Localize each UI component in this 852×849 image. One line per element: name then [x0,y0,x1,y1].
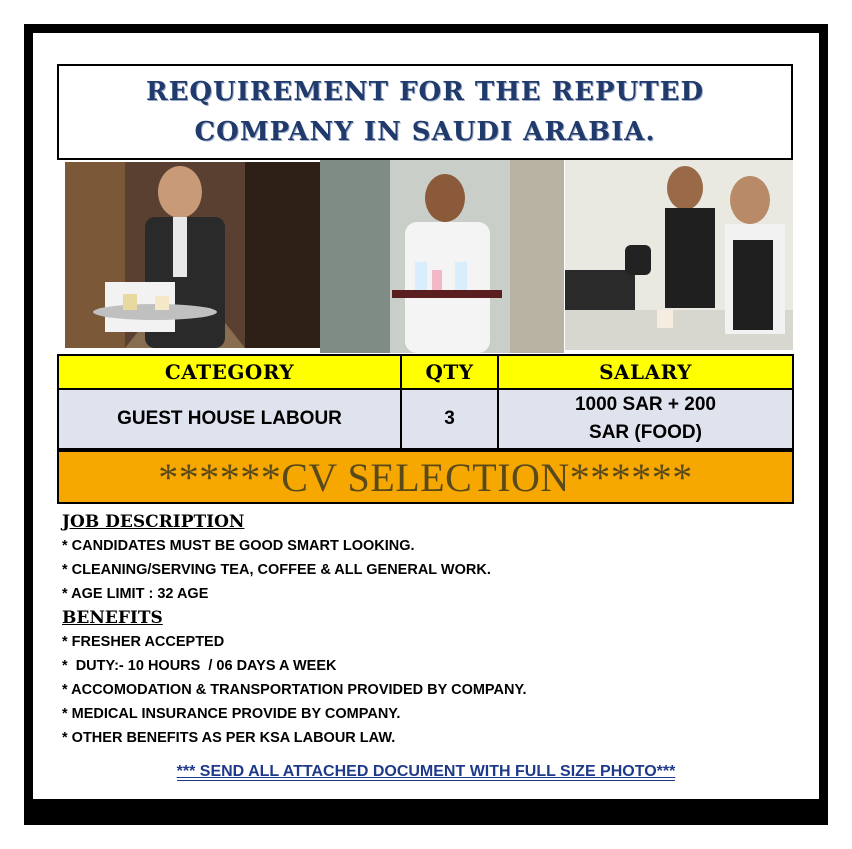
benefits-heading: BENEFITS [62,608,163,628]
salary-value: 1000 SAR + 200 SAR (FOOD) [498,389,793,449]
title-box [57,64,793,160]
waiter-serving-tray-photo [65,162,320,348]
qty-value: 3 [401,389,498,449]
list-item: * FRESHER ACCEPTED [62,634,225,650]
send-documents-note: *** SEND ALL ATTACHED DOCUMENT WITH FULL SIZE PHOTO*** [176,763,676,780]
table-header-row [58,355,793,389]
job-table [57,354,794,450]
qty-header: QTY [401,355,498,389]
category-header: CATEGORY [58,355,401,389]
list-item: * CLEANING/SERVING TEA, COFFEE & ALL GENERAL WORK. [62,562,491,578]
staff-pouring-coffee-photo [565,160,793,350]
list-item: * ACCOMODATION & TRANSPORTATION PROVIDED BY COMPANY. [62,682,527,698]
list-item: * DUTY:- 10 HOURS / 06 DAYS A WEEK [62,658,337,674]
list-item: * CANDIDATES MUST BE GOOD SMART LOOKING. [62,538,415,554]
waiter-with-water-bottles-photo [320,160,564,353]
footer-note [0,763,852,781]
category-value: GUEST HOUSE LABOUR [58,389,401,449]
job-description-heading: JOB DESCRIPTION [62,512,245,532]
table-row [58,389,793,449]
list-item: * AGE LIMIT : 32 AGE [62,586,209,602]
list-item: * OTHER BENEFITS AS PER KSA LABOUR LAW. [62,730,396,746]
description-section [62,510,802,750]
list-item: * MEDICAL INSURANCE PROVIDE BY COMPANY. [62,706,401,722]
photo-strip [57,160,793,353]
page-title: REQUIREMENT FOR THE REPUTED COMPANY IN SAUDI ARABIA. [145,77,704,147]
salary-header: SALARY [498,355,793,389]
cv-selection-banner: ******CV SELECTION****** [57,450,794,504]
